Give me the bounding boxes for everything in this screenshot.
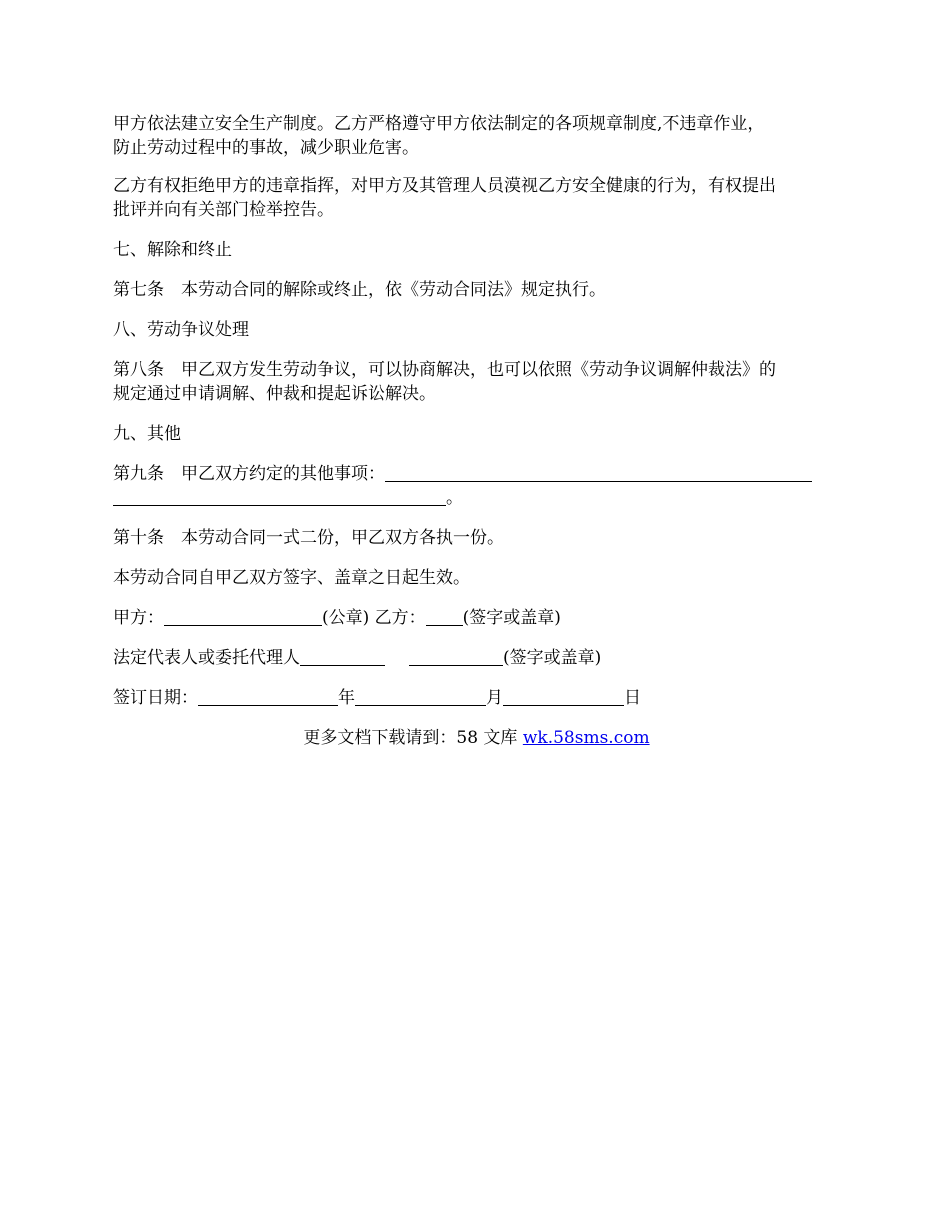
article-seven: 第七条 本劳动合同的解除或终止，依《劳动合同法》规定执行。 (113, 280, 606, 300)
date-label: 签订日期： (113, 688, 198, 708)
article-nine-end: 。 (446, 488, 463, 508)
article-nine-label: 第九条 甲乙双方约定的其他事项： (113, 464, 385, 484)
party-a-seal: (公章) (322, 608, 370, 628)
day-label: 日 (624, 688, 641, 708)
representative-sign: (签字或盖章) (503, 648, 602, 668)
footer (113, 726, 840, 750)
party-a-label: 甲方： (113, 608, 164, 628)
signature-parties-row (113, 606, 840, 630)
party-b-blank[interactable] (426, 607, 463, 626)
paragraph-line: 甲方依法建立安全生产制度。乙方严格遵守甲方依法制定的各项规章制度,不违章作业， (113, 114, 765, 134)
article-nine-line1 (113, 462, 840, 486)
article-nine-line2 (113, 486, 840, 510)
article-nine (113, 462, 840, 510)
year-blank[interactable] (198, 687, 338, 706)
footer-link[interactable]: wk.58sms.com (522, 728, 650, 748)
party-b-sign: (签字或盖章) (462, 608, 561, 628)
paragraph-line: 批评并向有关部门检举控告。 (113, 200, 334, 220)
article-eight (113, 358, 840, 406)
paragraph-safety (113, 112, 840, 160)
month-label: 月 (486, 688, 503, 708)
party-a-blank[interactable] (164, 607, 322, 626)
signing-date-row (113, 686, 840, 710)
section-heading-termination: 七、解除和终止 (113, 240, 232, 260)
paragraph-line: 规定通过申请调解、仲裁和提起诉讼解决。 (113, 384, 436, 404)
effective-clause: 本劳动合同自甲乙双方签字、盖章之日起生效。 (113, 568, 470, 588)
day-blank[interactable] (503, 687, 624, 706)
paragraph-rights (113, 174, 840, 222)
month-blank[interactable] (355, 687, 486, 706)
party-b-label: 乙方： (374, 608, 426, 628)
paragraph-line: 防止劳动过程中的事故，减少职业危害。 (113, 138, 419, 158)
section-heading-other: 九、其他 (113, 424, 181, 444)
representative-b-blank[interactable] (409, 647, 503, 666)
footer-text: 更多文档下载请到：58 文库 (303, 728, 523, 748)
representative-row (113, 646, 840, 670)
document-page (113, 112, 840, 750)
paragraph-line: 第八条 甲乙双方发生劳动争议，可以协商解决，也可以依照《劳动争议调解仲裁法》的 (113, 360, 776, 380)
section-heading-dispute: 八、劳动争议处理 (113, 320, 249, 340)
other-matters-blank[interactable] (385, 463, 812, 482)
representative-a-blank[interactable] (300, 647, 385, 666)
article-ten: 第十条 本劳动合同一式二份，甲乙双方各执一份。 (113, 528, 504, 548)
year-label: 年 (338, 688, 355, 708)
representative-label: 法定代表人或委托代理人 (113, 648, 300, 668)
paragraph-line: 乙方有权拒绝甲方的违章指挥，对甲方及其管理人员漠视乙方安全健康的行为，有权提出 (113, 176, 776, 196)
other-matters-blank-continued[interactable] (113, 487, 446, 506)
